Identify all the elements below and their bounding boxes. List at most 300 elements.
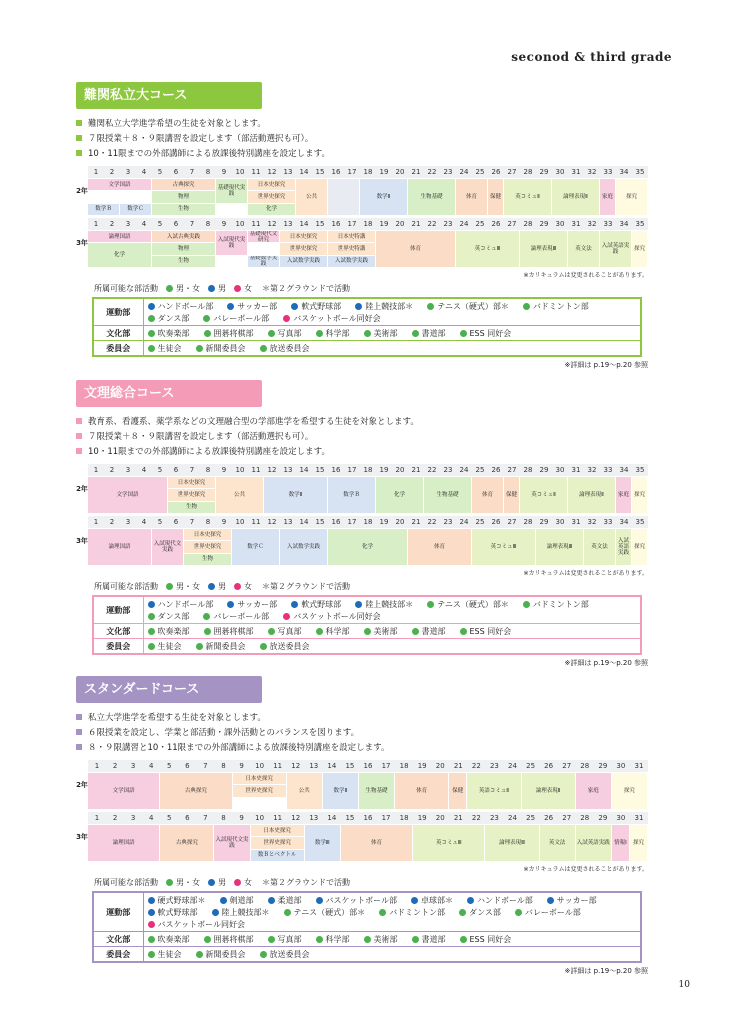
subject-cell: 体育 [472,477,504,514]
club-name: 硬式野球部＊ [157,895,206,905]
period-number: 4 [141,466,147,474]
period-number: 11 [273,762,283,770]
legend-both: 男・女 [176,582,200,591]
subject-cell: 探究 [616,179,648,216]
subject-cell: 日本史探究 [248,179,296,191]
legend-dot-icon [166,285,173,292]
period-number: 26 [491,168,501,176]
course-bullets [76,709,648,754]
club-item [459,906,501,918]
club-name: テニス（硬式）部＊ [293,907,366,917]
club-name: 新聞委員会 [205,641,246,651]
period-number: 19 [417,762,427,770]
period-number: 19 [417,814,427,822]
period-number: 15 [315,168,325,176]
legend-title: 所属可能な部活動 [94,878,158,887]
club-item [316,327,350,339]
legend-note: ＊第２グラウンドで活動 [262,582,350,591]
period-number: 5 [167,814,172,822]
period-number: 29 [539,220,549,228]
club-item [364,933,398,945]
period-number: 28 [523,518,533,526]
club-item [283,312,380,324]
bullet-text: 10・11限までの外部講師による放課後特別講座を設定します。 [88,148,330,159]
club-item [412,625,446,637]
period-number: 6 [185,814,190,822]
period-number: 22 [427,518,437,526]
period-number: 26 [544,762,554,770]
period-number: 31 [571,518,581,526]
subject-cell [328,179,360,216]
period-number: 13 [283,518,293,526]
period-number: 10 [235,466,245,474]
period-number: 22 [427,168,437,176]
club-dot-icon [460,936,467,943]
period-number: 13 [283,168,293,176]
year-label: 2年 [76,484,88,493]
course-bullets [76,413,648,458]
bullet-item [76,145,648,160]
bullet-item [76,443,648,458]
club-dot-icon [364,936,371,943]
period-number: 3 [130,762,136,770]
club-name: バスケットボール同好会 [293,611,381,621]
period-number: 7 [203,762,208,770]
club-name: バスケットボール同好会 [157,919,245,929]
period-number: 29 [539,518,549,526]
club-name: 陸上競技部＊ [365,301,414,311]
subject-cell: 生物 [168,502,216,514]
club-item [204,625,254,637]
period-number: 28 [580,814,590,822]
club-dot-icon [316,936,323,943]
period-number: 31 [571,168,581,176]
period-number: 8 [205,518,211,526]
period-number: 33 [603,168,613,176]
period-number: 5 [157,518,163,526]
subject-cell: 体育 [341,825,413,862]
subject-cells [88,825,648,862]
legend-note: ＊第２グラウンドで活動 [262,284,350,293]
club-name: 軟式野球部 [157,907,198,917]
club-item [283,610,380,622]
subject-cell: 生物基礎 [359,773,395,810]
year-label: 3年 [76,238,88,247]
subject-cell: 保健 [488,179,504,216]
club-name: ダンス部 [157,611,190,621]
period-number: 1 [93,518,99,526]
club-name: バスケットボール部 [325,895,397,905]
club-dot-icon [260,951,267,958]
period-number: 4 [148,762,154,770]
club-item [148,327,190,339]
club-item [148,948,182,960]
club-item [427,598,509,610]
club-dot-icon [204,628,211,635]
detail-reference: ※詳細は p.19〜p.20 参照 [564,361,648,369]
subject-cell: 家庭 [576,773,612,810]
curriculum-note: ※カリキュラムは変更されることがあります。 [523,866,648,873]
period-number: 1 [94,762,100,770]
club-dot-icon [148,921,155,928]
bullet-text: ７限授業＋８・９限講習を設定します（部活動選択も可）。 [88,133,314,144]
bullet-text: ６限授業を設定し、学業と部活動・課外活動とのバランスを図ります。 [88,727,360,738]
club-list-cell [143,341,641,357]
club-dot-icon [523,601,530,608]
subject-cell: 世界史探究 [251,837,305,849]
club-category: 文化部 [93,932,143,947]
club-item [268,327,302,339]
period-number: 2 [109,168,115,176]
club-item [316,894,397,906]
period-number: 27 [507,168,517,176]
period-number: 28 [523,168,533,176]
period-number: 29 [598,814,608,822]
period-number: 10 [235,168,245,176]
square-bullet-icon [76,744,82,750]
subject-cell: 入試数学実践 [328,256,376,268]
subject-cell: 探究 [632,231,648,268]
club-name: 陸上競技部＊ [221,907,270,917]
club-name: 科学部 [325,626,350,636]
club-name: 卓球部＊ [420,895,453,905]
club-name: 柔道部 [277,895,302,905]
club-name: 書道部 [421,934,446,944]
period-number: 14 [299,466,309,474]
club-dot-icon [316,897,323,904]
club-dot-icon [412,330,419,337]
subject-cell: 数学Ｃ [120,204,152,216]
period-number: 16 [331,220,341,228]
period-number: 8 [205,220,211,228]
course-bullets [76,115,648,160]
club-item [284,906,366,918]
club-legend [94,877,648,888]
club-dot-icon [291,601,298,608]
period-number: 9 [221,518,227,526]
curriculum-note: ※カリキュラムは変更されることがあります。 [523,570,648,577]
curriculum-note: ※カリキュラムは変更されることがあります。 [523,272,648,279]
club-category: 委員会 [93,341,143,357]
period-number: 6 [185,762,190,770]
club-name: 美術部 [373,626,398,636]
subject-cell: 論理国語 [88,825,160,862]
club-item [291,300,341,312]
club-row [93,932,641,947]
subject-cell: 古典探究 [160,825,214,862]
subject-cell: 数学Ｂ [328,477,376,514]
club-name: テニス（硬式）部＊ [437,301,509,311]
club-name: 陸上競技部＊ [365,599,414,609]
period-number: 30 [555,518,565,526]
course-title: 難関私立大コース [76,82,262,109]
period-numbers [88,218,648,230]
club-table [92,595,642,655]
bullet-text: 難関私立大学進学希望の生徒を対象とします。 [88,118,266,129]
bullet-item [76,739,648,754]
period-number: 10 [255,814,265,822]
legend-dot-icon [166,583,173,590]
period-number: 3 [125,220,131,228]
club-category: 運動部 [93,892,143,932]
period-number: 14 [327,762,337,770]
period-number: 14 [327,814,337,822]
club-dot-icon [364,330,371,337]
club-name: 吹奏楽部 [157,626,190,636]
club-list [148,625,637,637]
club-item [523,598,589,610]
period-number: 23 [443,168,453,176]
club-dot-icon [148,303,155,310]
period-number: 34 [619,518,629,526]
detail-reference: ※詳細は p.19〜p.20 参照 [564,659,648,667]
period-number: 21 [411,220,421,228]
subject-cell: 論理表現Ⅲ [485,825,539,862]
subject-cell: 古典探究 [152,179,216,191]
period-number: 25 [475,220,485,228]
club-name: 囲碁将棋部 [213,328,254,338]
period-number: 22 [427,220,437,228]
club-dot-icon [268,897,275,904]
period-number: 32 [587,168,597,176]
period-number: 3 [125,518,131,526]
period-number: 7 [189,220,195,228]
square-bullet-icon [76,150,82,156]
period-number: 25 [475,466,485,474]
club-dot-icon [316,628,323,635]
subject-cell: 生物 [152,256,216,268]
subject-cell: 英文法 [540,825,576,862]
subject-cell: 英語コミュⅡ [467,773,521,810]
period-numbers [88,166,648,178]
club-name: ハンドボール部 [476,895,533,905]
club-item [212,906,270,918]
subject-cell: 公共 [296,179,328,216]
club-item [460,327,512,339]
subject-cell: 数Ｂとベクトル [251,850,305,862]
subject-cell: 生物基礎 [408,179,456,216]
subject-cell: 英文法 [568,231,600,268]
subject-cell: 家庭 [600,179,616,216]
club-dot-icon [203,613,210,620]
period-number: 17 [381,762,391,770]
period-number: 18 [363,466,373,474]
period-number: 27 [507,466,517,474]
period-number: 30 [616,814,626,822]
subject-cell: 体育 [395,773,449,810]
club-item [148,906,198,918]
period-number: 15 [345,762,355,770]
subject-cell: 入試数学実践 [280,529,328,566]
page-number: 10 [678,980,690,990]
club-name: 美術部 [373,328,398,338]
subject-cell: 日本史探究 [251,825,305,837]
subject-cell: 文学国語 [88,773,160,810]
club-dot-icon [148,643,155,650]
subject-cell: 論理表現Ⅱ [568,477,616,514]
period-number: 1 [93,168,99,176]
course-title: スタンダードコース [76,676,262,703]
club-dot-icon [515,909,522,916]
period-number: 21 [411,466,421,474]
period-number: 26 [491,518,501,526]
subject-cell: 古典探究 [160,773,232,810]
period-number: 20 [435,814,445,822]
club-name: ダンス部 [469,907,501,917]
subject-cell: 入試数学実践 [280,256,328,268]
period-number: 16 [331,518,341,526]
period-number: 15 [315,220,325,228]
club-dot-icon [427,601,434,608]
club-list [148,327,637,339]
club-dot-icon [427,303,434,310]
period-number: 16 [331,168,341,176]
subject-cell: 文学国語 [88,179,152,191]
club-name: 写真部 [277,626,302,636]
detail-reference: ※詳細は p.19〜p.20 参照 [564,967,648,975]
club-item [148,933,190,945]
year-label: 2年 [76,780,88,789]
club-category: 文化部 [93,624,143,639]
subject-cell: 化学 [88,243,152,268]
legend-title: 所属可能な部活動 [94,284,158,293]
period-number: 12 [291,762,301,770]
club-item [268,625,302,637]
club-dot-icon [379,909,386,916]
club-list-cell [143,639,641,655]
period-number: 14 [299,518,309,526]
grade-label: seconod & third grade [511,50,672,64]
period-number: 4 [141,220,147,228]
subject-cell: 化学 [248,204,296,216]
club-table [92,891,642,963]
period-number: 3 [125,168,131,176]
club-list [148,342,637,354]
subject-cell: 保健 [504,477,520,514]
bullet-item [76,130,648,145]
period-number: 6 [173,168,179,176]
subject-cell: 探究 [630,825,648,862]
club-list-cell [143,326,641,341]
subject-cell: 探究 [612,773,648,810]
period-number: 33 [603,466,613,474]
period-number: 11 [251,220,261,228]
club-item [148,610,190,622]
club-name: バドミントン部 [532,599,589,609]
period-number: 27 [562,814,572,822]
club-dot-icon [196,643,203,650]
club-list-cell [143,298,641,326]
club-dot-icon [148,330,155,337]
subject-cells [88,529,648,566]
legend-male: 男 [218,582,226,591]
period-number: 34 [619,466,629,474]
period-number: 28 [580,762,590,770]
subject-cell: 世界史探究 [280,243,328,255]
club-name: 生徒会 [157,949,182,959]
period-number: 2 [109,220,115,228]
club-name: バスケットボール同好会 [293,313,381,323]
club-item [355,598,413,610]
period-number: 23 [489,762,499,770]
period-number: 18 [363,220,373,228]
subject-cell: 論理表現Ⅱ [522,773,576,810]
club-item [316,625,350,637]
subject-cell: 入試現代実践 [216,231,248,256]
period-number: 34 [619,168,629,176]
club-name: 放送委員会 [269,949,310,959]
legend-dot-icon [234,285,241,292]
subject-cell: 日本史探究 [233,773,287,785]
subject-cell: 日本史探究 [184,529,232,541]
club-item [460,625,512,637]
subject-cell: 英コミュⅡ [504,179,552,216]
club-dot-icon [284,909,291,916]
subject-cell: 生物 [184,554,232,566]
period-number: 24 [508,814,517,822]
square-bullet-icon [76,433,82,439]
club-item [260,948,310,960]
club-row [93,596,641,624]
subject-cell: 公共 [287,773,323,810]
period-number: 7 [189,518,195,526]
period-number: 30 [555,168,565,176]
club-name: 科学部 [325,328,350,338]
club-item [148,640,182,652]
club-dot-icon [268,936,275,943]
subject-cell: 世界史特講 [328,243,376,255]
club-name: 放送委員会 [269,343,310,353]
club-dot-icon [316,330,323,337]
year-label: 3年 [76,832,88,841]
period-number: 10 [235,220,245,228]
club-category: 委員会 [93,947,143,963]
period-number: 30 [555,466,565,474]
period-number: 8 [221,762,226,770]
period-number: 25 [475,168,485,176]
subject-cell: 化学 [376,477,424,514]
club-dot-icon [148,613,155,620]
subject-cell: 入試英語実践 [616,529,632,566]
subject-cell: 入試現代文実践 [152,529,184,566]
period-number: 12 [267,168,277,176]
period-number: 17 [347,220,357,228]
subject-cell: 論理国語 [88,231,152,243]
subject-cell: 文学国語 [88,477,168,514]
period-number: 24 [459,220,469,228]
period-number: 5 [157,220,163,228]
bullet-text: 私立大学進学を希望する生徒を対象とします。 [88,712,266,723]
period-number: 29 [598,762,608,770]
club-name: 剣道部 [229,895,254,905]
club-name: サッカー部 [556,895,597,905]
club-dot-icon [196,951,203,958]
period-number: 32 [587,466,597,474]
legend-dot-icon [234,879,241,886]
subject-cell: 基礎数学実践 [248,256,280,268]
subject-cell: 論理表現Ⅲ [520,231,568,268]
club-name: 美術部 [373,934,398,944]
subject-cell: 基礎現代実践 [216,179,248,204]
club-dot-icon [459,909,466,916]
period-numbers [88,812,648,824]
period-number: 21 [453,762,463,770]
period-number: 35 [635,168,645,176]
club-list [148,598,637,622]
club-name: サッカー部 [237,599,278,609]
subject-cell: 論理表現Ⅱ [552,179,600,216]
subject-cell: 体育 [408,529,472,566]
